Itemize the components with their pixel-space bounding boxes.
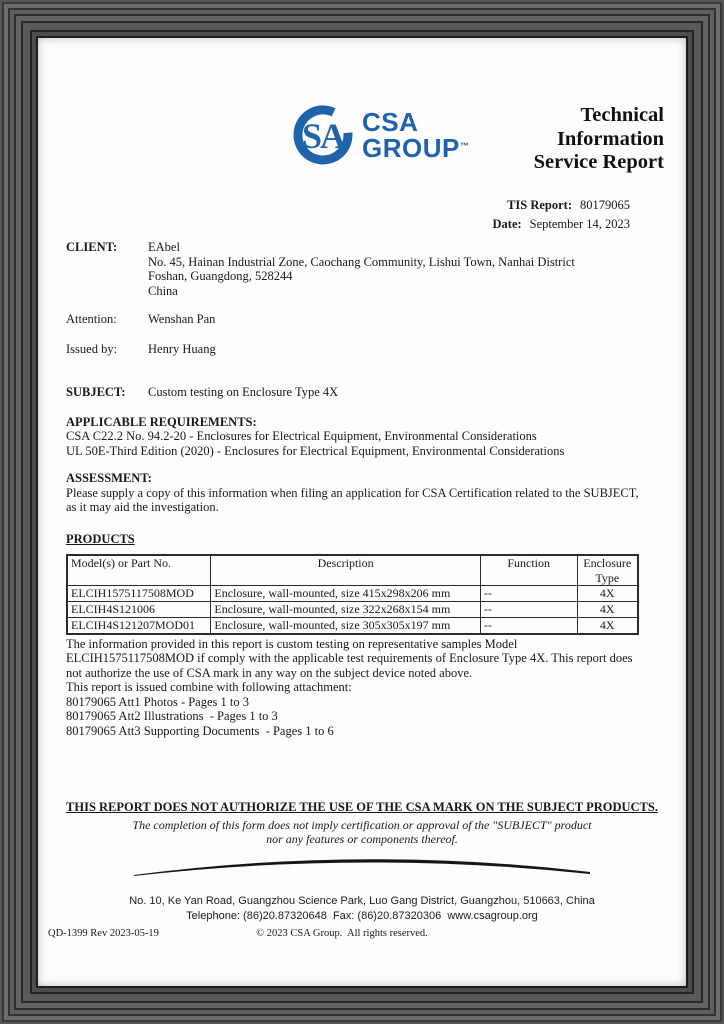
tis-report-number: TIS Report: 80179065 <box>507 198 630 212</box>
notes-block <box>66 637 644 739</box>
tis-report-document <box>38 38 686 986</box>
wordmark-line2: GROUP™ <box>362 133 469 163</box>
attention-row <box>66 312 644 327</box>
cell-model: ELCIH4S121207MOD01 <box>67 618 211 634</box>
footer-address-block <box>38 894 686 923</box>
office-contact: Telephone: (86)20.87320648 Fax: (86)20.87320306 www.csagroup.org <box>186 909 538 922</box>
swoosh-divider <box>132 853 592 884</box>
attachment-item: 80179065 Att2 Illustrations - Pages 1 to 3 <box>66 709 278 723</box>
footer-bottom-row <box>38 928 686 939</box>
form-code: QD-1399 Rev 2023-05-19 <box>48 928 159 939</box>
client-address-line: No. 45, Hainan Industrial Zone, Caochang Community, Lishui Town, Nanhai District <box>148 254 575 269</box>
client-address-line: Foshan, Guangdong, 528244 <box>148 269 293 283</box>
client-address-line: China <box>148 283 178 298</box>
cell-description: Enclosure, wall-mounted, size 322x268x154 mm <box>211 602 480 618</box>
title-line-1: Technical <box>580 104 664 126</box>
office-address: No. 10, Ke Yan Road, Guangzhou Science Park, Luo Gang District, Guangzhou, 510663, China <box>129 895 595 907</box>
attention-value: Wenshan Pan <box>148 312 216 326</box>
issued-by-value: Henry Huang <box>148 341 216 356</box>
cell-description: Enclosure, wall-mounted, size 305x305x197 mm <box>211 618 480 634</box>
col-header-model: Model(s) or Part No. <box>67 555 211 586</box>
assessment-text: Please supply a copy of this information when filing an application for CSA Certification related to the SUBJECT, as it may aid the investigation. <box>66 485 639 514</box>
cell-model: ELCIH1575117508MOD <box>67 586 211 602</box>
attachment-intro: This report is issued combine with following attachment: <box>66 680 352 694</box>
csa-monogram-letters: SA <box>301 116 345 156</box>
client-label: CLIENT: <box>66 240 118 254</box>
cell-description: Enclosure, wall-mounted, size 415x298x206 mm <box>211 586 480 602</box>
assessment-heading: ASSESSMENT: <box>66 471 152 485</box>
col-header-enclosure-type: Enclosure Type <box>577 555 638 586</box>
products-table <box>66 554 639 635</box>
subject-value: Custom testing on Enclosure Type 4X <box>148 385 339 399</box>
cell-function: -- <box>480 602 577 618</box>
client-details <box>148 240 644 298</box>
products-heading: PRODUCTS <box>66 531 135 546</box>
attention-label: Attention: <box>66 312 117 326</box>
report-date: Date: September 14, 2023 <box>492 217 630 231</box>
applicable-requirements-heading: APPLICABLE REQUIREMENTS: <box>66 414 257 429</box>
csa-wordmark <box>362 107 469 163</box>
cell-model: ELCIH4S121006 <box>67 602 211 618</box>
no-authorization-statement: THIS REPORT DOES NOT AUTHORIZE THE USE OF THE CSA MARK ON THE SUBJECT PRODUCTS. <box>66 800 658 814</box>
document-title <box>534 104 664 175</box>
client-name: EAbel <box>148 240 180 254</box>
requirement-item: CSA C22.2 No. 94.2-20 - Enclosures for Electrical Equipment, Environmental Considerations <box>66 429 537 443</box>
csa-monogram-icon <box>291 102 355 168</box>
cell-enclosure-type: 4X <box>577 586 638 602</box>
csa-group-logo <box>291 102 469 168</box>
title-line-2: Information <box>556 127 664 150</box>
col-header-function: Function <box>480 555 577 586</box>
report-body <box>66 240 644 738</box>
report-meta <box>493 196 631 234</box>
disclaimer-block <box>38 800 686 846</box>
subject-row <box>66 385 644 400</box>
issued-by-row <box>66 342 644 357</box>
disclaimer-italic-text: The completion of this form does not imply certification or approval of the "SUBJECT" product nor any features or components thereof. <box>132 818 592 846</box>
subject-label: SUBJECT: <box>66 385 126 399</box>
copyright-notice: © 2023 CSA Group. All rights reserved. <box>256 928 428 939</box>
client-block <box>66 240 644 298</box>
notes-paragraph: The information provided in this report is custom testing on representative samples Model ELCIH1575117508MOD if comply with the applicable test requirements of Enclosure Type 4X. This report does not authorize the use of CSA mark in any way on the subject device noted above. <box>66 636 636 680</box>
attachment-item: 80179065 Att3 Supporting Documents - Pages 1 to 6 <box>66 723 334 738</box>
table-row <box>67 602 638 618</box>
requirement-item: UL 50E-Third Edition (2020) - Enclosures for Electrical Equipment, Environmental Considerations <box>66 443 565 458</box>
table-row <box>67 618 638 634</box>
title-line-3: Service Report <box>533 151 664 173</box>
trademark-symbol: ™ <box>459 141 469 151</box>
wordmark-line1: CSA <box>362 107 419 137</box>
cell-function: -- <box>480 618 577 634</box>
products-table-header-row <box>67 555 638 586</box>
col-header-description: Description <box>211 555 480 586</box>
cell-enclosure-type: 4X <box>577 602 638 618</box>
table-row <box>67 586 638 602</box>
issued-by-label: Issued by: <box>66 341 118 356</box>
cell-function: -- <box>480 586 577 602</box>
cell-enclosure-type: 4X <box>577 618 638 634</box>
attachment-item: 80179065 Att1 Photos - Pages 1 to 3 <box>66 694 249 709</box>
